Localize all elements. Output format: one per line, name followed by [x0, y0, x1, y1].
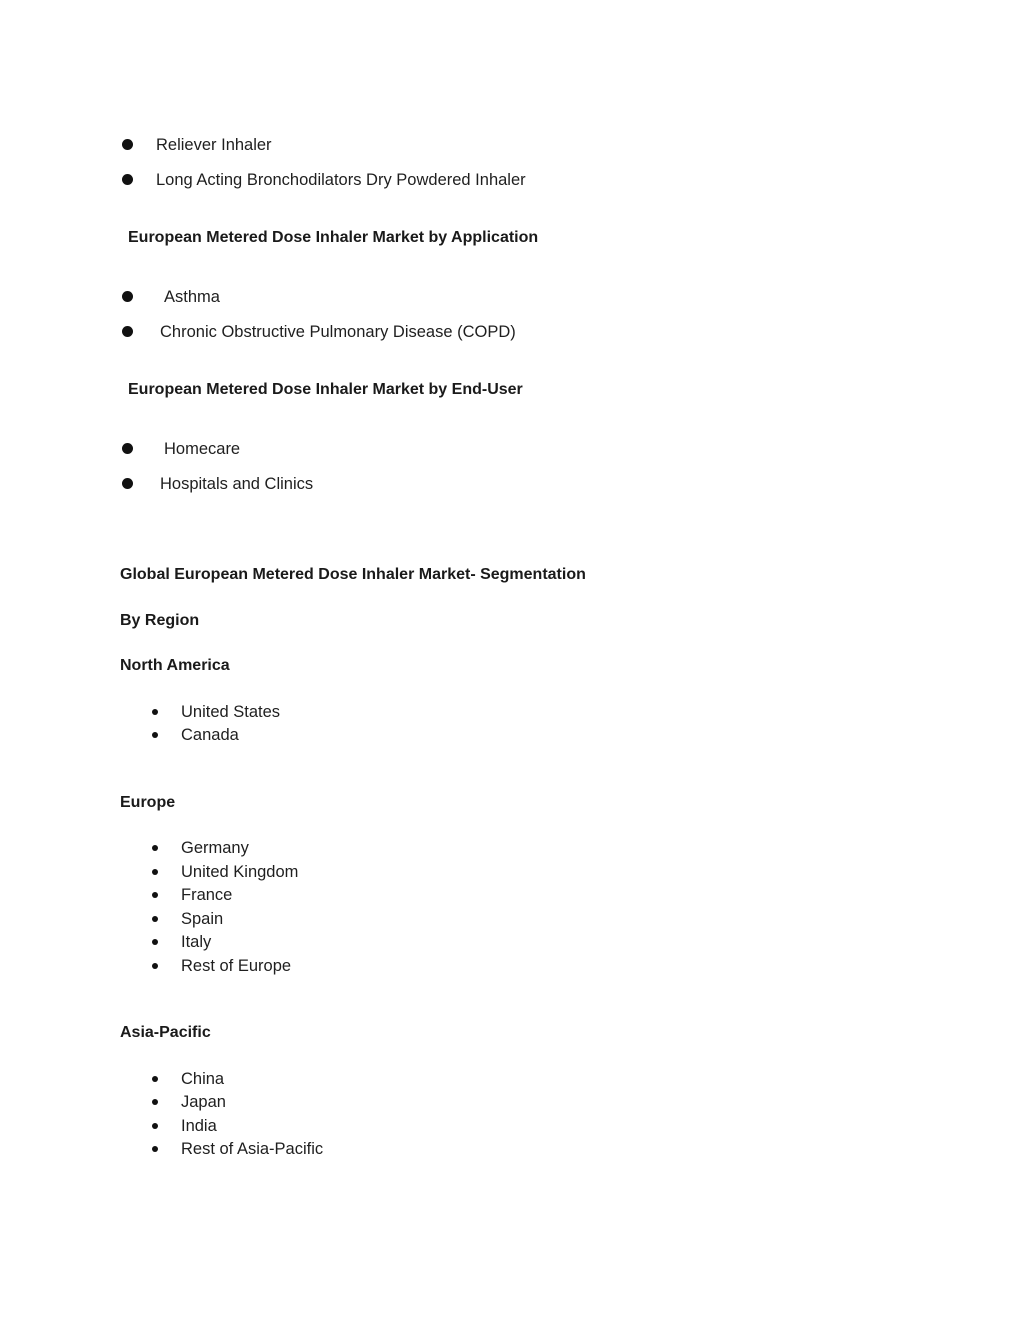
list-item: Asthma: [164, 288, 220, 306]
bullet-icon: [122, 478, 133, 489]
country-item: France: [181, 886, 233, 904]
bullet-icon: [122, 443, 133, 454]
bullet-icon: [152, 1123, 158, 1129]
country-item: Italy: [181, 933, 212, 951]
bullet-icon: [122, 139, 133, 150]
list-item: Homecare: [164, 440, 241, 458]
country-item: Rest of Asia-Pacific: [181, 1140, 324, 1158]
region-heading-north-america: North America: [120, 657, 230, 674]
country-item: United States: [181, 703, 281, 721]
bullet-icon: [152, 1076, 158, 1082]
bullet-icon: [152, 1099, 158, 1105]
list-item: Hospitals and Clinics: [160, 475, 314, 493]
bullet-icon: [122, 326, 133, 337]
region-heading-europe: Europe: [120, 794, 176, 811]
country-item: Germany: [181, 839, 249, 857]
country-item: China: [181, 1070, 225, 1088]
list-item: Reliever Inhaler: [156, 136, 272, 154]
bullet-icon: [152, 709, 158, 715]
country-item: Japan: [181, 1093, 226, 1111]
bullet-icon: [152, 869, 158, 875]
bullet-icon: [152, 892, 158, 898]
bullet-icon: [122, 174, 133, 185]
country-item: India: [181, 1117, 217, 1135]
region-heading-asia-pacific: Asia-Pacific: [120, 1024, 211, 1041]
section-heading-segmentation: Global European Metered Dose Inhaler Market- Segmentation: [120, 566, 586, 583]
section-heading-end-user: European Metered Dose Inhaler Market by End-User: [128, 381, 523, 398]
country-item: United Kingdom: [181, 863, 299, 881]
bullet-icon: [122, 291, 133, 302]
bullet-icon: [152, 845, 158, 851]
country-item: Rest of Europe: [181, 957, 292, 975]
bullet-icon: [152, 732, 158, 738]
bullet-icon: [152, 1146, 158, 1152]
country-item: Spain: [181, 910, 224, 928]
country-item: Canada: [181, 726, 239, 744]
bullet-icon: [152, 963, 158, 969]
list-item: Long Acting Bronchodilators Dry Powdered Inhaler: [156, 171, 526, 189]
by-region-label: By Region: [120, 612, 200, 629]
list-item: Chronic Obstructive Pulmonary Disease (COPD): [160, 323, 516, 341]
section-heading-application: European Metered Dose Inhaler Market by Application: [128, 229, 539, 246]
bullet-icon: [152, 916, 158, 922]
bullet-icon: [152, 939, 158, 945]
